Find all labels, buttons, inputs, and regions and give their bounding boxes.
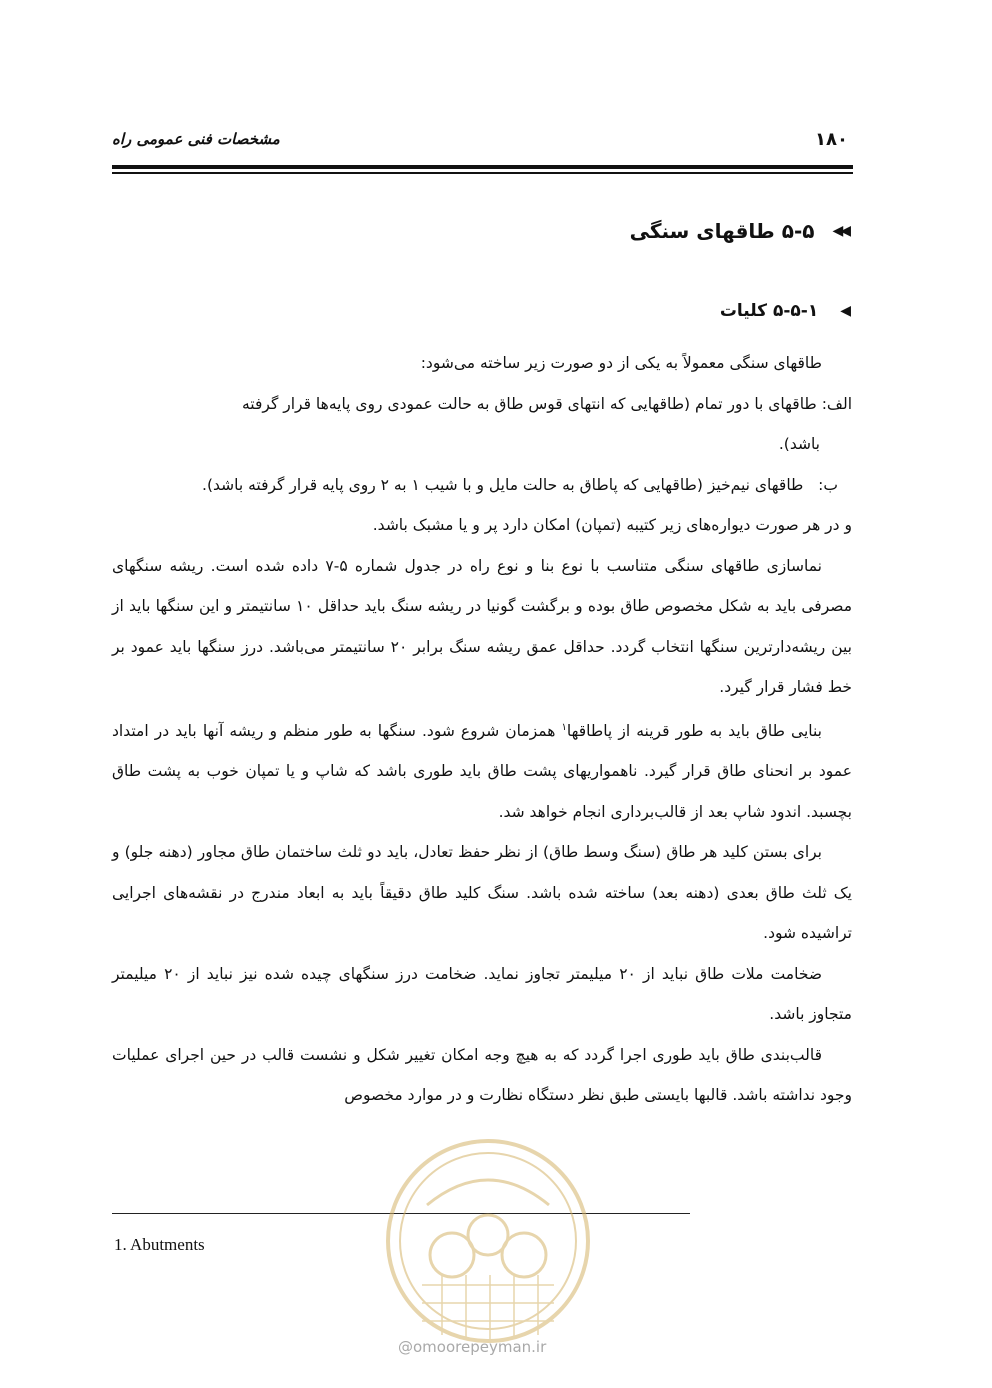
- arrow-bullet-icon: ◀: [840, 303, 848, 319]
- list-item-a-continuation: باشد).: [778, 435, 820, 453]
- list-item-a-text: طاقهای با دور تمام (طاقهایی که انتهای قوس طاق به حالت عمودی روی پایه‌ها قرار گرفته: [242, 394, 817, 413]
- list-item-a-label: الف:: [821, 394, 852, 413]
- subsection-heading-text: ۵-۵-۱ کلیات: [719, 301, 819, 321]
- page-number: ۱۸۰: [815, 129, 848, 150]
- double-arrow-bullet-icon: ◀◀: [832, 223, 848, 239]
- paragraph-masonry-rest: همزمان شروع شود. سنگها به طور منظم و ریشه آنها باید در امتداد عمود بر انحنای طاق قرار گیرد. ناهمواریهای پشت طاق باید طوری باشد که شاپ و یا تمپان خوب به پشت طاق بچسبد. اندود شاپ بعد از قالب‌برداری انجام خواهد شد.: [112, 721, 852, 821]
- section-heading: [630, 219, 848, 243]
- paragraph-formwork: قالب‌بندی طاق باید طوری اجرا گردد که به هیچ وجه امکان تغییر شکل و نشست قالب در حین اجرای عملیات وجود نداشته باشد. قالبها بایستی طبق نظر دستگاه نظارت و در موارد مخصوص: [112, 1045, 852, 1105]
- paragraph-masonry-start: بنایی طاق باید به طور قرینه از پاطاقها: [566, 721, 822, 740]
- list-item-b: [112, 465, 852, 506]
- list-item-a: [112, 384, 852, 425]
- header-rule-thick: [112, 165, 853, 169]
- header-title-text: مشخصات فنی عمومی راه: [112, 130, 280, 148]
- paragraph-intro: طاقهای سنگی معمولاً به یکی از دو صورت زیر ساخته می‌شود:: [420, 354, 822, 372]
- list-item-b-text: طاقهای نیم‌خیز (طاقهایی که پاطاق به حالت مایل و با شیب ۱ به ۲ روی پایه قرار گرفته باشد).: [202, 475, 804, 494]
- subsection-heading: [720, 301, 848, 321]
- paragraph-mortar: ضخامت ملات طاق نباید از ۲۰ میلیمتر تجاوز نماید. ضخامت درز سنگهای چیده شده نیز نباید از ۲۰ میلیمتر متجاوز باشد.: [112, 964, 852, 1024]
- paragraph-tympan: و در هر صورت دیواره‌های زیر کتیبه (تمپان) امکان دارد پر و یا مشبک باشد.: [372, 516, 852, 534]
- running-header-title: [112, 130, 372, 148]
- footnote: 1. Abutments: [114, 1235, 205, 1254]
- section-heading-text: ۵-۵ طاقهای سنگی: [629, 219, 815, 243]
- list-item-b-label: ب:: [818, 475, 838, 494]
- footnote-marker: ۱: [561, 721, 567, 733]
- watermark-logo: [382, 1135, 594, 1347]
- paragraph-keystone: برای بستن کلید هر طاق (سنگ وسط طاق) از نظر حفظ تعادل، باید دو ثلث ساختمان طاق مجاور (دهنه جلو) و یک ثلث طاق بعدی (دهنه بعد) ساخته شده باشد. سنگ کلید طاق دقیقاً باید به ابعاد مندرج در نقشه‌های اجرایی تراشیده شود.: [112, 843, 852, 943]
- watermark-url: @omoorepeyman.ir: [398, 1338, 547, 1356]
- header-rule-thin: [112, 172, 853, 174]
- paragraph-facing: نماسازی طاقهای سنگی متناسب با نوع بنا و نوع راه در جدول شماره ۵-۷ داده شده است. ریشه سنگهای مصرفی باید به شکل مخصوص طاق بوده و برگشت گونیا در ریشه سنگ باید حداقل ۱۰ سانتیمتر و این سنگها باید از بین ریشه‌دارترین سنگها انتخاب گردد. حداقل عمق ریشه سنگ برابر ۲۰ سانتیمتر می‌باشد. درز سنگها باید عمود بر خط فشار قرار گیرد.: [112, 556, 852, 696]
- body-text: [112, 343, 852, 1116]
- paragraph-masonry: [112, 708, 852, 833]
